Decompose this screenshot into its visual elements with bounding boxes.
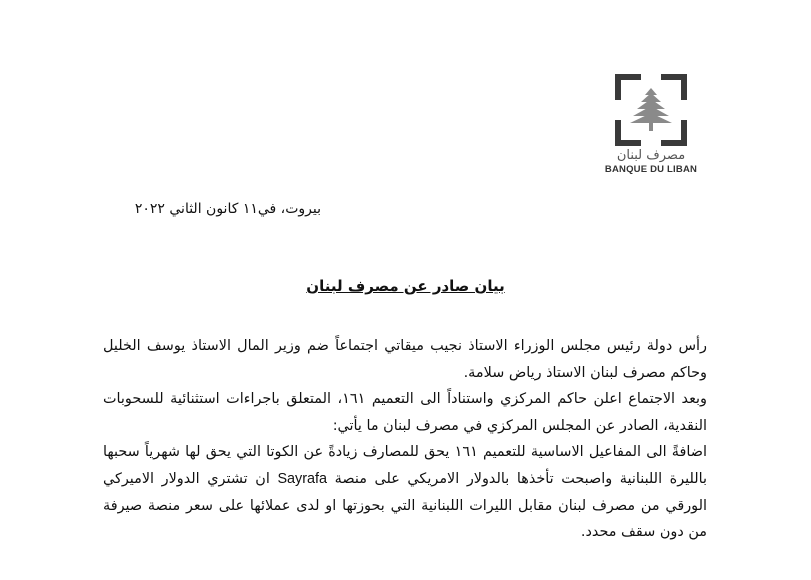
document-title: بيان صادر عن مصرف لبنان [306, 277, 505, 295]
cedar-tree-icon [615, 74, 687, 146]
bank-logo [596, 74, 706, 214]
paragraph-3 [103, 439, 707, 545]
paragraph-3-part-1: اضافةً الى المفاعيل الاساسية للتعميم ١٦١ يحق للمصارف زيادةً عن الكوتا التي يحق لها شهرياً سحبها بالليرة اللبنانية واصبحت تأخذها بالدولار الامريكي على منصة [103, 444, 708, 487]
logo-arabic-name: مصرف لبنان [616, 148, 686, 163]
logo-latin-name: BANQUE DU LIBAN [604, 164, 698, 175]
paragraph-1: رأس دولة رئيس مجلس الوزراء الاستاذ نجيب ميقاتي اجتماعاً ضم وزير المال الاستاذ يوسف الخليل وحاكم مصرف لبنان الاستاذ رياض سلامة. [103, 338, 707, 381]
paragraph-2: وبعد الاجتماع اعلن حاكم المركزي واستناداً الى التعميم ١٦١، المتعلق باجراءات استثنائية للسحوبات النقدية، الصادر عن المجلس المركزي في مصرف لبنان ما يأتي: [103, 391, 707, 434]
date-line: بيروت، في١١ كانون الثاني ٢٠٢٢ [134, 201, 321, 217]
paragraph-3-part-2: ان تشتري الدولار الاميركي الورقي من مصرف لبنان مقابل الليرات اللبنانية التي بحوزتها او لدى عملائها على سعر منصة صيرفة من دون سقف محدد. [103, 470, 707, 541]
document-body [103, 333, 707, 546]
sayrafa-platform-name: Sayrafa [277, 470, 328, 487]
